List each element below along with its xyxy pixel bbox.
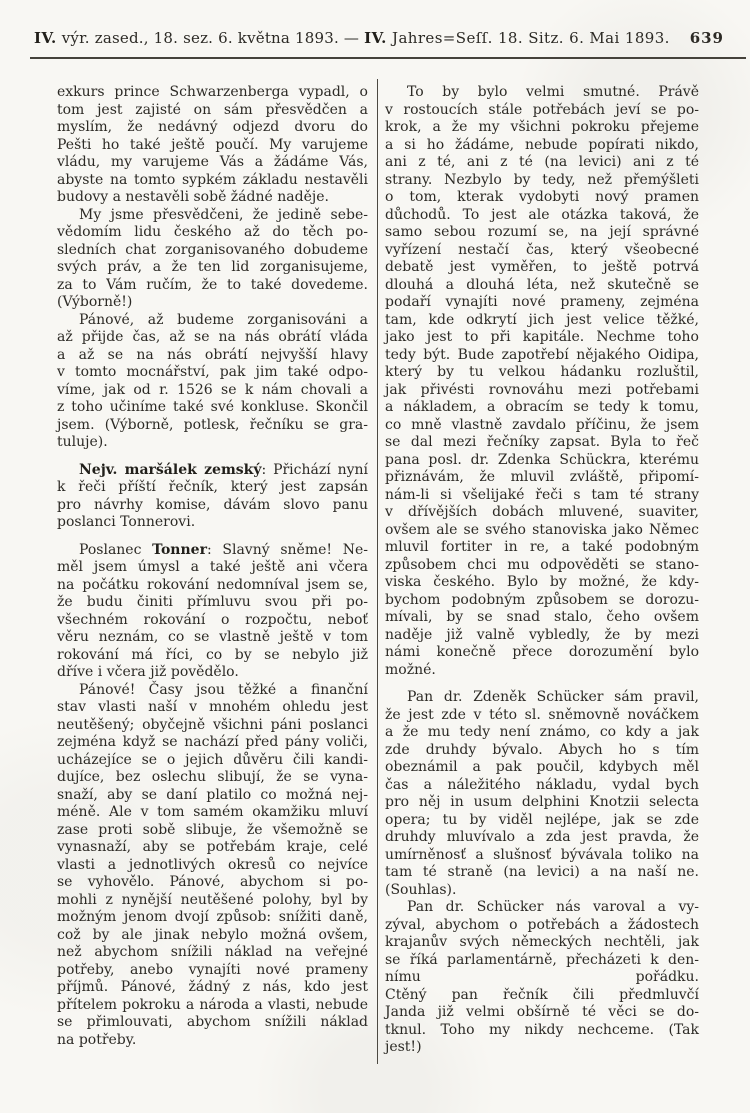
text-line: přítelem pokroku a národa a vlasti, nebude [57, 996, 368, 1013]
text-line: což by ale jinak nebylo možná ovšem, [57, 926, 368, 943]
text-line: způsobem chci mu odpověděti se stano- [385, 556, 699, 573]
text-line: jak přivésti rovnováhu mezi potřebami [385, 381, 699, 398]
text-line: tam, kde odkrytí jich jest velice těžké, [385, 311, 699, 328]
text-line: obeznámil a pak poučil, kdybych měl [385, 759, 699, 775]
text-line: abyste na tomto sypkém základu nestavěli [57, 171, 368, 188]
text-line: vyřízení nestačí čas, který všeobecné [385, 241, 699, 258]
paragraph [57, 542, 368, 682]
text-line: ovšem ale se svého stanoviska jako Němec [385, 521, 699, 538]
column-divider [377, 79, 378, 1064]
text-line: (Výborně!) [57, 294, 133, 310]
text-line: čas a náležitého nákladu, vydal bych [385, 776, 699, 793]
paragraph [57, 682, 368, 1050]
text-line: snaží, aby se daní platilo co možná nej- [57, 786, 368, 803]
text-line: mluvil fortiter in re, a také podobným [385, 539, 699, 555]
text-line: nímu pořádku. [385, 969, 699, 985]
text-line: v dřívějších dobách mluvené, suaviter, [385, 504, 699, 520]
text-line: možným jenom dvojí způsob: snížiti daně, [57, 909, 368, 925]
text-line: víme, jak od r. 1526 se k nám chovali a [57, 381, 368, 398]
text-line: ucházejíce se o jejich důvěru čili kandi- [57, 751, 368, 768]
text-line: a si ho žádáme, nebude popírati nikdo, [385, 136, 699, 153]
text-line: pro něj in usum delphini Knotzii selecta [385, 794, 699, 810]
text-line: na potřeby. [57, 1031, 137, 1048]
text-line: vládu, my varujeme Vás a žádáme Vás, [57, 154, 368, 170]
text-line: stav vlasti naší v mnohém ohledu jest [57, 699, 368, 715]
text-line: pana posl. dr. Zdenka Schückra, kterému [385, 451, 699, 468]
text-line: neutěšený; obyčejně všichni páni poslanci [57, 716, 368, 733]
text-line: Pan dr. Schücker nás varoval a vy- [407, 899, 699, 915]
text-line: k řeči příští řečník, který jest zapsán [57, 479, 368, 495]
page-number: 639 [689, 29, 724, 47]
text-line: Pan dr. Zdeněk Schücker sám pravil, [407, 689, 699, 705]
text-line: To by bylo velmi smutné. Právě [407, 84, 699, 100]
text-line: My jsme přesvědčeni, že jedině sebe- [79, 206, 368, 223]
text-line: až přijde čas, až se na nás obrátí vláda [57, 329, 368, 345]
text-line: a až se na nás obrátí nejvyšší hlavy [57, 346, 368, 363]
text-line: Pánové! Časy jsou těžké a finanční [79, 681, 368, 698]
text-line: zýval, abychom o potřebách a žádostech [385, 916, 699, 933]
text-line: všechném rokování o rozpočtu, neboť [57, 611, 368, 628]
text-line: krok, a že my všichni pokroku přejeme [385, 119, 699, 135]
header-rule [30, 57, 746, 59]
text-line: jest!) [385, 1039, 422, 1055]
text-line: poslanci Tonnerovi. [57, 514, 196, 530]
paragraph [57, 312, 368, 452]
text-line: krajanův svých německých nechtěli, jak [385, 934, 699, 950]
text-line: že jest zde v této sl. sněmovně nováčkem [385, 706, 699, 723]
text-line: o tom, kterak vydobyti nový pramen [385, 189, 699, 205]
text-line: co mně vlastně zavdalo příčinu, že jsem [385, 416, 699, 433]
text-line: tam té straně (na levici) a na naší ne. [385, 864, 699, 880]
text-line: a nákladem, a obracím se tedy k tomu, [385, 399, 699, 415]
text-line: myslím, že nedávný odjezd dvoru do [57, 119, 368, 135]
text-line: přiznávám, že mluvil zvláště, připomí- [385, 469, 699, 485]
text-line: se říká parlamentárně, přecházeti k den- [385, 951, 699, 968]
text-line: umírněnosť a slušnosť bývávala toliko na [385, 846, 699, 863]
text-line: příjmů. Pánové, žádný z nás, kdo jest [57, 979, 368, 995]
text-line: měl jsem úmysl a také ještě ani včera [57, 559, 368, 575]
text-line: tuluje). [57, 434, 108, 450]
text-line: Pešti ho také ještě poučí. My varujeme [57, 136, 368, 153]
paragraph [57, 207, 368, 312]
page-content [57, 84, 699, 1064]
text-line: a že mu tedy není známo, co kdy a jak [385, 724, 699, 740]
text-line: Nejv. maršálek zemský: Přichází nyní [79, 461, 368, 478]
text-line: rokování má říci, co by se nebylo již [57, 646, 368, 663]
text-line: který by tu velkou hádanku rozluštil, [385, 364, 699, 380]
text-line: nám-li si všelijaké řeči s tam té strany [385, 486, 699, 503]
column-left [57, 84, 368, 1064]
text-line: tedy být. Bude zapotřebí nějakého Oidipa, [385, 346, 699, 363]
text-line: podaří vynajíti nové prameny, zejména [385, 294, 699, 310]
paragraph [57, 84, 368, 207]
text-line: v rostoucích stále potřebách jeví se po- [385, 101, 699, 118]
text-line: námi konečně přece dorozumění bylo [385, 644, 699, 660]
text-line: v tomto mocnářství, pak jim také odpo- [57, 364, 368, 380]
text-line: Pánové, až budeme zorganisováni a [79, 311, 368, 328]
text-line: naděje již valně vybledly, že by mezi [385, 626, 699, 643]
paragraph [57, 462, 368, 532]
text-line: mívali, by se snad stalo, čeho ovšem [385, 609, 699, 625]
text-line: viska českého. Bylo by možné, že kdy- [385, 574, 699, 590]
text-line: z toho učiníme také své konkluse. Skončil [57, 399, 368, 415]
text-line: méně. Ale v tom samém okamžiku mluví [57, 804, 368, 820]
text-line: Janda již velmi obšírně té věci se do- [385, 1004, 699, 1020]
page-header [34, 29, 724, 47]
text-line: dříve i včera již povědělo. [57, 664, 239, 680]
text-line: svých práv, a že ten lid zorganisujeme, [57, 259, 368, 275]
text-line: bychom podobným způsobem se dorozu- [385, 591, 699, 608]
text-line: potřeby, anebo vynajíti nové prameny [57, 961, 368, 978]
text-line: možné. [385, 661, 436, 678]
text-line: pro návrhy komise, dávám slovo panu [57, 496, 368, 513]
text-line: Ctěný pan řečník čili předmluvčí [385, 986, 699, 1003]
text-line: dlouhá a dlouhá léta, než skutečně se [385, 276, 699, 293]
text-line: zejména když se nachází před pány voliči, [57, 734, 368, 750]
header-session-title: IV. výr. zased., 18. sez. 6. května 1893. — IV. Jahres=Seſſ. 18. Sitz. 6. Mai 1893. [34, 29, 670, 47]
column-right [385, 84, 699, 1064]
text-line: opera; tu by viděl nejlépe, jak se zde [385, 811, 699, 828]
text-line: věru neznám, co se vlastně ještě v tom [57, 629, 368, 645]
text-line: budovy a nestavěli sobě žádné naděje. [57, 189, 329, 205]
text-line: vědomím lidu českého až do těch po- [57, 224, 368, 240]
text-line: na počátku rokování nedomníval jsem se, [57, 576, 368, 593]
text-line: dujíce, bez oslechu slibují, že se vyna- [57, 769, 368, 785]
text-line: druhdy mluvívalo a zda jest pravda, že [385, 829, 699, 845]
text-line: jsem. (Výborně, potlesk, řečníku se gra- [57, 416, 368, 433]
text-line: (Souhlas). [385, 881, 457, 898]
paragraph [385, 899, 699, 1057]
text-line: se dal mezi řečníky zapsat. Byla to řeč [385, 434, 699, 450]
paragraph [385, 84, 699, 679]
text-line: zde druhdy bývalo. Abych ho s tím [385, 741, 699, 758]
text-line: se přimlouvati, abychom snížili náklad [57, 1014, 368, 1030]
text-line: ani z té, ani z té (na levici) ani z té [385, 154, 699, 170]
text-line: mohli z nynější neutěšené polohy, byl by [57, 891, 368, 908]
text-line: zase proti sobě slibuje, že všemožně se [57, 821, 368, 838]
text-line: vlasti a jednotlivých okresů co nejvíce [57, 856, 368, 873]
text-line: vynasnaží, aby se potřebám kraje, celé [57, 839, 368, 855]
text-line: Poslanec Tonner: Slavný sněme! Ne- [79, 541, 368, 558]
text-line: se vyhovělo. Pánové, abychom si po- [57, 874, 368, 890]
text-line: tknul. Toho my nikdy nechceme. (Tak [385, 1021, 699, 1038]
text-line: než abychom snížili náklad na veřejné [57, 944, 368, 960]
text-line: za to Vám ručím, že to také dovedeme. [57, 276, 368, 293]
text-line: exkurs prince Schwarzenberga vypadl, o [57, 84, 368, 100]
text-line: jako jest to při kapitále. Nechme toho [385, 329, 699, 345]
paragraph [385, 689, 699, 899]
text-line: tom jest zajisté on sám přesvědčen a [57, 101, 368, 118]
text-line: samo sebou rozumí se, na její správné [385, 224, 699, 240]
text-line: debatě jest vyměřen, to ještě potrvá [385, 259, 699, 275]
text-line: že budu činiti přímluvu svou při po- [57, 594, 368, 610]
text-line: důchodů. To jest ale otázka taková, že [385, 206, 699, 223]
text-line: sledních chat zorganisovaného dobudeme [57, 241, 368, 258]
text-line: strany. Nezbylo by tedy, než přemýšleti [385, 171, 699, 188]
